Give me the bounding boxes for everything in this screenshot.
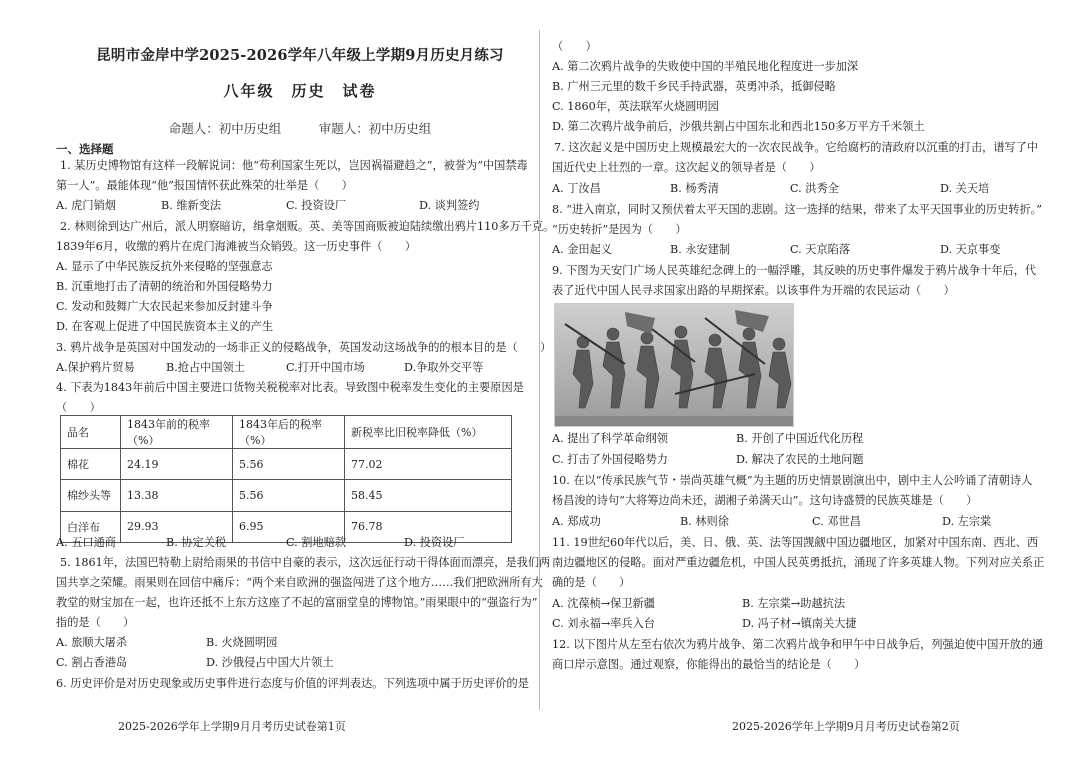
q6-option-a[interactable]: A. 第二次鸦片战争的失败使中国的半殖民地化程度进一步加深	[552, 60, 859, 73]
q1-option-b[interactable]: B. 维新变法	[161, 199, 222, 212]
q10-text-line: 杨昌浚的诗句“大将筹边尚未还，湖湘子弟满天山”。这句诗盛赞的民族英雄是（ ）	[552, 494, 978, 507]
q1-option-c[interactable]: C. 投资设厂	[286, 199, 347, 212]
table-cell: 棉纱头等	[61, 480, 121, 511]
q9-option-c[interactable]: C. 打击了外国侵略势力	[552, 453, 668, 466]
q10-option-d[interactable]: D. 左宗棠	[942, 515, 992, 528]
q2-option-c[interactable]: C. 发动和鼓舞广大农民起来参加反封建斗争	[56, 300, 273, 313]
q3-option-b[interactable]: B.抢占中国领土	[166, 361, 245, 374]
q4-text-line: （ ）	[56, 401, 101, 414]
q5-option-d[interactable]: D. 沙俄侵占中国大片领土	[206, 656, 334, 669]
q8-option-c[interactable]: C. 天京陷落	[790, 243, 851, 256]
q9-text-line: 9. 下图为天安门广场人民英雄纪念碑上的一幅浮雕，其反映的历史事件爆发于鸦片战争十年后，代	[552, 264, 1037, 277]
q1-option-a[interactable]: A. 虎门销烟	[56, 199, 116, 212]
q9-text-line: 表了近代中国人民寻求国家出路的早期探索。以该事件为开端的农民运动（ ）	[552, 284, 955, 297]
q5-options-ab	[56, 637, 277, 648]
q8-option-a[interactable]: A. 金田起义	[552, 243, 612, 256]
monument-relief-image	[554, 303, 794, 427]
q3-option-c[interactable]: C.打开中国市场	[286, 361, 365, 374]
q8-option-b[interactable]: B. 永安建制	[670, 243, 731, 256]
q11-options-cd	[552, 618, 857, 629]
q11-options-ab	[552, 598, 845, 609]
q5-option-b[interactable]: B. 火烧圆明园	[206, 636, 278, 649]
q5-text-line: 指的是（ ）	[56, 616, 135, 629]
q6-option-b[interactable]: B. 广州三元里的数千乡民手持武器，英勇冲杀，抵御侵略	[552, 80, 836, 93]
q5-options-cd	[56, 657, 334, 668]
table-header-cell: 1843年前的税率（%）	[121, 416, 233, 449]
exam-subtitle: 八年级 历史 试卷	[223, 82, 377, 100]
table-cell: 6.95	[233, 511, 345, 542]
section-heading: 一、选择题	[56, 142, 114, 156]
table-header-cell: 新税率比旧税率降低（%）	[345, 416, 512, 449]
q11-text-line: 确的是（ ）	[552, 576, 631, 589]
q3-text-line: 3. 鸦片战争是英国对中国发动的一场非正义的侵略战争，英国发动这场战争的的根本目的是（ ）	[56, 341, 552, 354]
q3-options	[56, 362, 483, 373]
q2-text-line: 2. 林则徐到达广州后，派人明察暗访，缉拿烟贩。英、美等国商贩被迫陆续缴出鸦片110多万千克。	[60, 220, 555, 233]
q11-option-c[interactable]: C. 刘永福→率兵入台	[552, 617, 655, 630]
table-row	[61, 480, 512, 511]
exam-authors: 命题人：初中历史组 审题人：初中历史组	[168, 121, 432, 136]
q9-options-cd	[552, 454, 864, 465]
q10-option-b[interactable]: B. 林则徐	[680, 515, 729, 528]
q7-option-a[interactable]: A. 丁汝昌	[552, 182, 601, 195]
table-cell: 白洋布	[61, 511, 121, 542]
table-cell: 5.56	[233, 480, 345, 511]
q5-option-c[interactable]: C. 割占香港岛	[56, 656, 128, 669]
q1-option-d[interactable]: D. 谈判签约	[419, 199, 480, 212]
q2-text-line: 1839年6月，收缴的鸦片在虎门海滩被当众销毁。这一历史事件（ ）	[56, 240, 417, 253]
column-divider	[539, 30, 540, 710]
q2-option-d[interactable]: D. 在客观上促进了中国民族资本主义的产生	[56, 320, 274, 333]
q7-text-line: 国近代史上壮烈的一章。这次起义的领导者是（ ）	[552, 161, 821, 174]
table-cell: 76.78	[345, 511, 512, 542]
table-cell: 13.38	[121, 480, 233, 511]
q6-text-line: （ ）	[552, 40, 597, 53]
q1-text-line: 第一人”。最能体现“他”报国情怀获此殊荣的壮举是（ ）	[56, 179, 353, 192]
footer-page-2: 2025-2026学年上学期9月月考历史试卷第2页	[732, 720, 960, 733]
table-cell: 棉花	[61, 449, 121, 480]
q1-options	[56, 200, 479, 211]
q8-options	[552, 244, 1000, 255]
table-header-cell: 品名	[61, 416, 121, 449]
q11-option-d[interactable]: D. 冯子材→镇南关大捷	[742, 617, 857, 630]
footer-page-1: 2025-2026学年上学期9月月考历史试卷第1页	[118, 720, 346, 733]
tariff-table	[60, 415, 512, 543]
q4-text-line: 4. 下表为1843年前后中国主要进口货物关税税率对比表。导致图中税率发生变化的主要原因是	[56, 381, 524, 394]
q4-options	[56, 537, 464, 548]
q4-option-b[interactable]: B. 协定关税	[166, 536, 227, 549]
q12-text-line: 12. 以下图片从左至右依次为鸦片战争、第二次鸦片战争和甲午中日战争后，列强迫使中国开放的通	[552, 638, 1044, 651]
table-row	[61, 449, 512, 480]
q5-option-a[interactable]: A. 旅顺大屠杀	[56, 636, 128, 649]
q9-option-d[interactable]: D. 解决了农民的土地问题	[736, 453, 864, 466]
q11-text-line: 11. 19世纪60年代以后，美、日、俄、英、法等国觊觎中国边疆地区，加紧对中国东南、西北、西	[552, 536, 1039, 549]
q9-options-ab	[552, 433, 863, 444]
q10-option-a[interactable]: A. 郑成功	[552, 515, 601, 528]
table-cell: 24.19	[121, 449, 233, 480]
q2-option-a[interactable]: A. 显示了中华民族反抗外来侵略的坚强意志	[56, 260, 273, 273]
q7-text-line: 7. 这次起义是中国历史上规模最宏大的一次农民战争。它给腐朽的清政府以沉重的打击，谱写了中	[554, 141, 1039, 154]
q5-text-line: 教堂的财宝加在一起，也许还抵不上东方这座了不起的富丽堂皇的博物馆。”雨果眼中的“强盗行为”	[56, 596, 538, 609]
q9-option-a[interactable]: A. 提出了科学革命纲领	[552, 432, 668, 445]
q4-option-c[interactable]: C. 割地赔款	[286, 536, 347, 549]
table-cell: 77.02	[345, 449, 512, 480]
q9-option-b[interactable]: B. 开创了中国近代化历程	[736, 432, 864, 445]
q10-option-c[interactable]: C. 邓世昌	[812, 515, 861, 528]
q2-option-b[interactable]: B. 沉重地打击了清朝的统治和外国侵略势力	[56, 280, 273, 293]
q11-option-b[interactable]: B. 左宗棠→助越抗法	[742, 597, 846, 610]
q11-text-line: 南边疆地区的侵略。面对严重边疆危机，中国人民英勇抵抗，涌现了许多英雄人物。下列对应关系正	[552, 556, 1045, 569]
q11-option-a[interactable]: A. 沈葆桢→保卫新疆	[552, 597, 655, 610]
q7-option-d[interactable]: D. 关天培	[940, 182, 990, 195]
q7-option-b[interactable]: B. 杨秀清	[670, 182, 719, 195]
q6-option-c[interactable]: C. 1860年，英法联军火烧圆明园	[552, 100, 719, 113]
q3-option-a[interactable]: A.保护鸦片贸易	[56, 361, 135, 374]
q1-text-line: 1. 某历史博物馆有这样一段解说词：他“苟利国家生死以，岂因祸福避趋之”，被誉为“中国禁毒	[60, 159, 528, 172]
q7-option-c[interactable]: C. 洪秀全	[790, 182, 839, 195]
q8-option-d[interactable]: D. 天京事变	[940, 243, 1001, 256]
exam-title: 昆明市金岸中学2025-2026学年八年级上学期9月历史月练习	[96, 47, 504, 64]
table-header-row	[61, 416, 512, 449]
q12-text-line: 商口岸示意图。通过观察，你能得出的最恰当的结论是（ ）	[552, 658, 866, 671]
q4-option-a[interactable]: A. 五口通商	[56, 536, 116, 549]
relief-illustration	[555, 304, 794, 427]
q5-text-line: 5. 1861年，法国巴特勒上尉给雨果的书信中自豪的表示，这次远征行动干得体面而漂亮，是我们两	[60, 556, 551, 569]
q8-text-line: “历史转折”是因为（ ）	[552, 223, 687, 236]
q8-text-line: 8. “进入南京，同时又预伏着太平天国的悲剧。这一选择的结果，带来了太平天国事业的历史转折。”	[552, 203, 1042, 216]
q6-text-line: 6. 历史评价是对历史现象或历史事件进行态度与价值的评判表达。下列选项中属于历史评价的是	[56, 677, 529, 690]
q10-options	[552, 516, 991, 527]
q7-options	[552, 183, 989, 194]
table-cell: 29.93	[121, 511, 233, 542]
q3-option-d[interactable]: D.争取外交平等	[404, 361, 484, 374]
table-cell: 5.56	[233, 449, 345, 480]
table-header-cell: 1843年后的税率（%）	[233, 416, 345, 449]
q6-option-d[interactable]: D. 第二次鸦片战争前后，沙俄共割占中国东北和西北150多万平方千米领土	[552, 120, 925, 133]
q10-text-line: 10. 在以“传承民族气节・崇尚英雄气概”为主题的历史情景剧演出中，剧中主人公吟诵了清朝诗人	[552, 474, 1033, 487]
table-cell: 58.45	[345, 480, 512, 511]
q4-option-d[interactable]: D. 投资设厂	[404, 536, 465, 549]
q5-text-line: 国共享之荣耀。雨果则在回信中痛斥：“两个来自欧洲的强盗闯进了这个地方……我们把欧洲所有大	[56, 576, 543, 589]
